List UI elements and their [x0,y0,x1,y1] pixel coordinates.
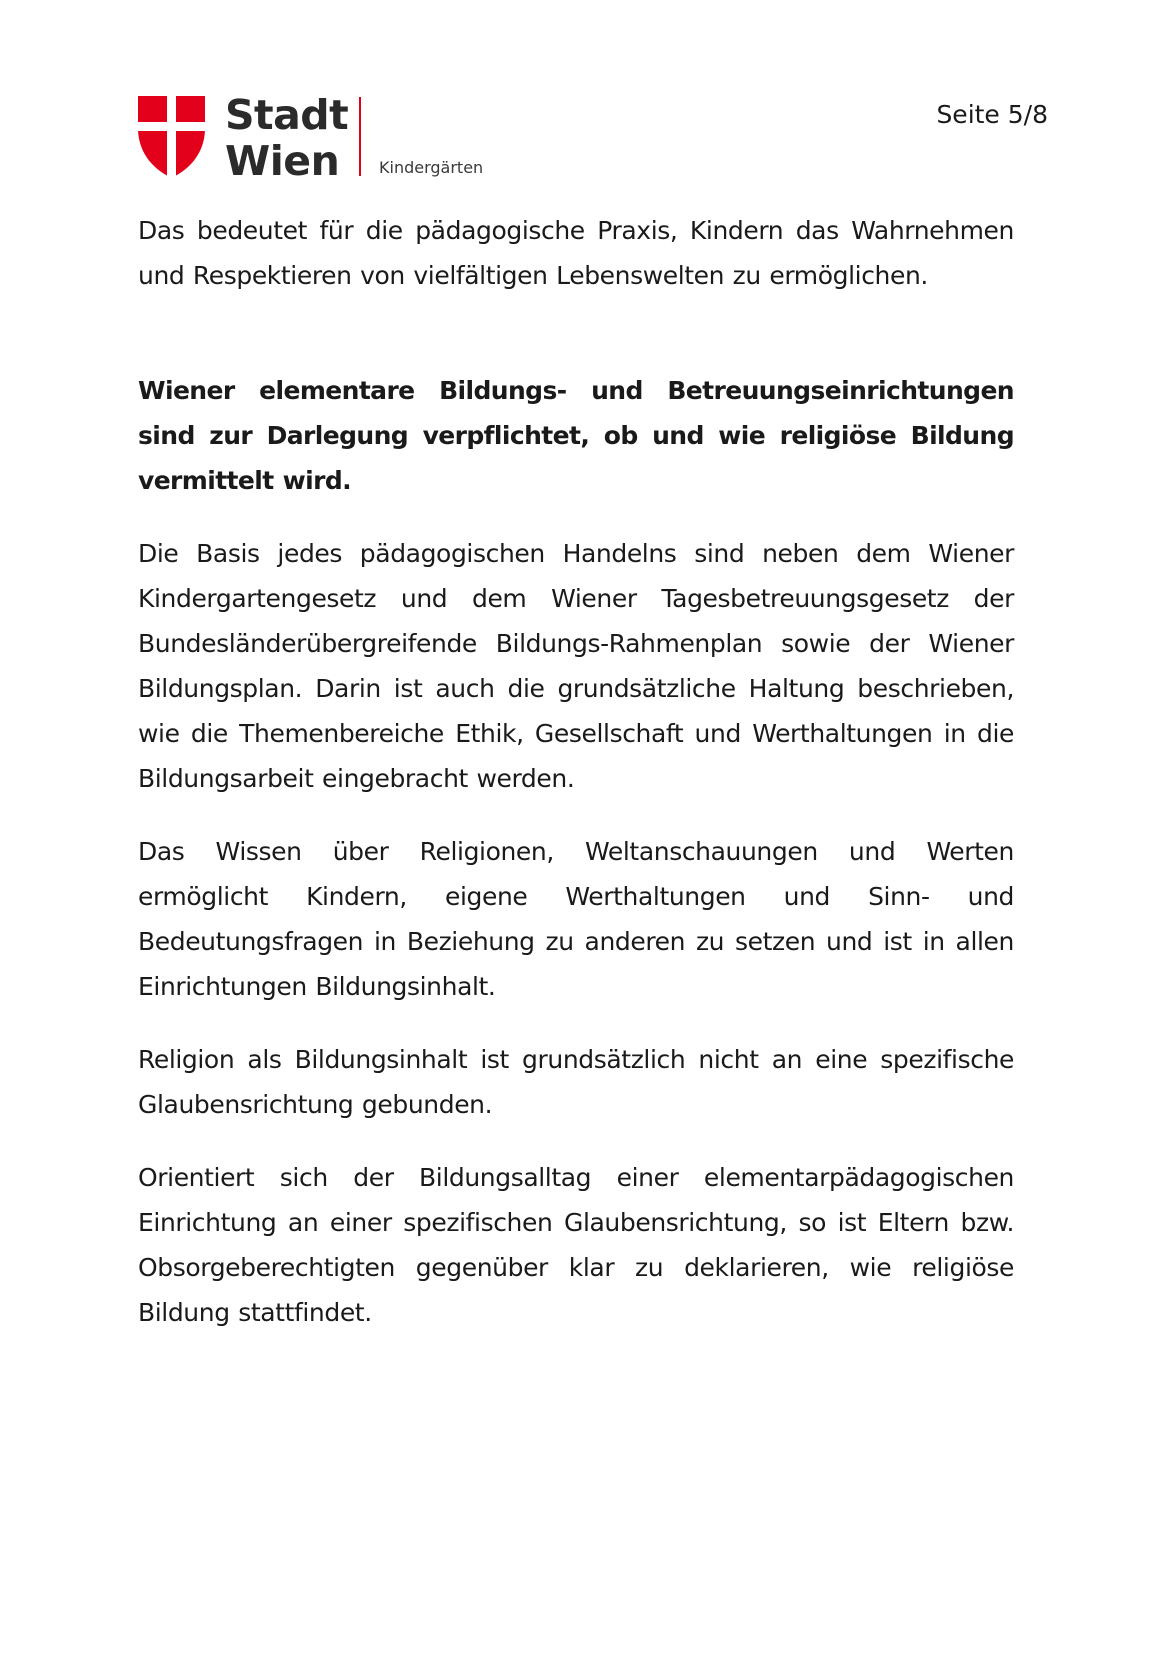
page-number: Seite 5/8 [936,100,1048,129]
paragraph-intro: Das bedeutet für die pädagogische Praxis, Kindern das Wahrnehmen und Respektieren von vielfältigen Lebenswelten zu ermöglichen. [138,216,1014,290]
paragraph-orientation: Orientiert sich der Bildungsalltag einer elementarpädagogischen Einrichtung an einer spezifischen Glaubensrichtung, so ist Eltern bzw. Obsorgeberechtigten gegenüber klar zu deklarieren, wie religiöse Bildung stattfindet. [138,1163,1014,1327]
page-header [138,91,1048,186]
paragraph-knowledge: Das Wissen über Religionen, Weltanschauungen und Werten ermöglicht Kindern, eigene Werthaltungen und Sinn- und Bedeutungsfragen in Beziehung zu anderen zu setzen und ist in allen Einrichtungen Bildungsinhalt. [138,837,1014,1001]
paragraph-basis: Die Basis jedes pädagogischen Handelns sind neben dem Wiener Kindergartengesetz und dem Wiener Tagesbetreuungsgesetz der Bundesländerübergreifende Bildungs-Rahmenplan sowie der Wiener Bildungsplan. Darin ist auch die grundsätzliche Haltung beschrieben, wie die Themenbereiche Ethik, Gesellschaft und Werthaltungen in die Bildungsarbeit eingebracht werden. [138,539,1014,793]
document-body [138,208,1014,1363]
paragraph-obligation: Wiener elementare Bildungs- und Betreuungseinrichtungen sind zur Darlegung verpflichtet, ob und wie religiöse Bildung vermittelt wird. [138,376,1014,495]
paragraph-religion: Religion als Bildungsinhalt ist grundsätzlich nicht an eine spezifische Glaubensrichtung gebunden. [138,1045,1014,1119]
logo-subtitle: Kindergärten [379,158,484,177]
logo-line-wien: Wien [225,137,340,185]
logo-divider [359,97,361,176]
logo-wordmark [225,92,348,184]
logo-line-stadt: Stadt [225,91,349,139]
vienna-shield-icon [138,96,205,178]
